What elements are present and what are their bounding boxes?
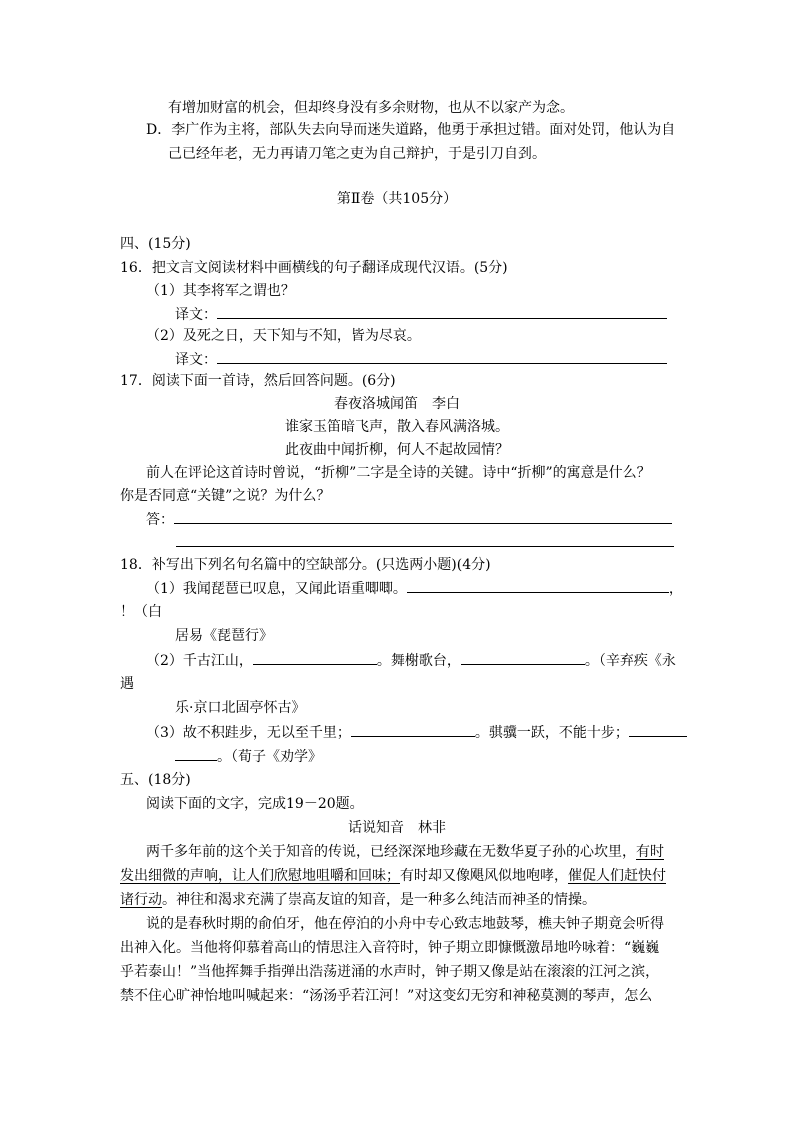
q18-item-2-cont: 遇 xyxy=(120,676,134,692)
translation-answer-line[interactable] xyxy=(217,349,667,364)
option-d-line1 xyxy=(146,120,675,140)
fill-blank[interactable] xyxy=(351,722,475,737)
q18-item-1 xyxy=(146,578,683,599)
fill-blank[interactable] xyxy=(253,650,377,665)
q16-sentence-1: （1）其李将军之谓也？ xyxy=(146,283,295,299)
q18-item-3-cont xyxy=(175,746,322,767)
translation-label: 译文： xyxy=(175,307,217,323)
article-p2-line4: 禁不住心旷神怡地叫喊起来：“汤汤乎若江河！”对这变幻无穷和神秘莫测的琴声，怎么 xyxy=(120,988,653,1004)
section-4-heading: 四、(15分) xyxy=(120,236,191,252)
article-p1-line3 xyxy=(120,890,596,910)
poem-line-2: 此夜曲中闻折柳，何人不起故园情？ xyxy=(285,442,509,458)
q17-question-line-1: 前人在评论这首诗时曾说，“折柳”二字是全诗的关键。诗中“折柳”的寓意是什么？ xyxy=(146,465,651,481)
q18-item-3-source: 。（荀子《劝学》 xyxy=(217,749,322,765)
section-5-heading: 五、(18分) xyxy=(120,772,191,788)
article-p2-line3: 乎若泰山！”当他挥舞手指弹出浩荡迸涌的水声时，钟子期又像是站在滚滚的江河之滨， xyxy=(120,964,660,980)
q17-answer xyxy=(146,509,672,530)
poem-title: 春夜洛城闻笛 李白 xyxy=(334,396,460,412)
option-d-line2: 己已经年老，无力再请刀笔之吏为自己辩护，于是引刀自刭。 xyxy=(168,146,546,162)
q18-item-3-pre: （3）故不积跬步，无以至千里； xyxy=(146,725,351,741)
fill-blank[interactable] xyxy=(461,650,585,665)
q18-item-1-text: （1）我闻琵琶已叹息，又闻此语重唧唧。 xyxy=(146,581,407,597)
article-title: 话说知音 林非 xyxy=(348,820,446,836)
q17-stem: 17．阅读下面一首诗，然后回答问题。(6分) xyxy=(120,373,396,389)
underlined-text: 发出细微的声响，让人们欣慰地咀嚼和回味； xyxy=(120,868,400,884)
translation-answer-line[interactable] xyxy=(217,304,667,319)
article-text: 有时却又像飓风似地咆哮， xyxy=(400,868,568,884)
option-d-letter: D． xyxy=(146,122,172,138)
q16-stem: 16．把文言文阅读材料中画横线的句子翻译成现代汉语。(5分) xyxy=(120,260,508,276)
underlined-text: 催促人们赶快付 xyxy=(568,868,666,884)
option-c-continuation: 有增加财富的机会，但却终身没有多余财物，也从不以家产为念。 xyxy=(168,100,574,116)
q18-item-2-source: 乐·京口北固亭怀古》 xyxy=(175,700,306,716)
article-text: 两千多年前的这个关于知音的传说，已经深深地珍藏在无数华夏子孙的心坎里， xyxy=(146,844,636,860)
q16-translation-2 xyxy=(175,349,667,370)
q18-item-2-post: 。（辛弃疾《永 xyxy=(584,653,676,669)
q18-item-3 xyxy=(146,722,687,743)
translation-label: 译文： xyxy=(175,352,217,368)
article-text: 。神往和渴求充满了崇高友谊的知音，是一种多么纯洁而神圣的情操。 xyxy=(162,892,596,908)
q18-item-2 xyxy=(146,650,676,671)
article-p2-line1: 说的是春秋时期的俞伯牙，他在停泊的小舟中专心致志地鼓琴，樵夫钟子期竟会听得 xyxy=(146,916,664,932)
fill-blank[interactable] xyxy=(175,746,217,761)
q18-item-1-cont: ！（白 xyxy=(120,604,162,620)
section-5-instruction: 阅读下面的文字，完成19－20题。 xyxy=(146,796,364,812)
answer-line-1[interactable] xyxy=(174,509,672,524)
article-p1-line1 xyxy=(146,842,664,862)
answer-label: 答： xyxy=(146,512,174,528)
q16-sentence-2: （2）及死之日，天下知与不知，皆为尽哀。 xyxy=(146,328,421,344)
q18-item-2-mid: 。舞榭歌台， xyxy=(376,653,461,669)
q18-item-1-source: 居易《琵琶行》 xyxy=(175,628,273,644)
underlined-text: 诸行动 xyxy=(120,892,162,908)
q18-item-1-comma: ， xyxy=(668,581,683,597)
option-d-text: 李广作为主将，部队失去向导而迷失道路，他勇于承担过错。面对处罚，他认为自 xyxy=(171,122,676,138)
volume-2-title: 第Ⅱ卷（共105分） xyxy=(336,191,458,207)
fill-blank[interactable] xyxy=(629,722,687,737)
q18-item-2-pre: （2）千古江山， xyxy=(146,653,253,669)
q18-stem: 18．补写出下列名句名篇中的空缺部分。(只选两小题)(4分) xyxy=(120,557,491,573)
q17-question-line-2: 你是否同意“关键”之说？为什么？ xyxy=(120,488,331,504)
underlined-text: 有时 xyxy=(636,844,664,860)
fill-blank[interactable] xyxy=(407,578,669,593)
article-p2-line2: 出神入化。当他将仰慕着高山的情思注入音符时，钟子期立即慷慨激昂地吟咏着：“巍巍 xyxy=(120,940,660,956)
q16-translation-1 xyxy=(175,304,667,325)
poem-line-1: 谁家玉笛暗飞声，散入春风满洛城。 xyxy=(285,419,509,435)
answer-line-2[interactable] xyxy=(176,546,674,547)
article-p1-line2 xyxy=(120,866,666,886)
q18-item-3-mid: 。骐骥一跃，不能十步； xyxy=(474,725,629,741)
